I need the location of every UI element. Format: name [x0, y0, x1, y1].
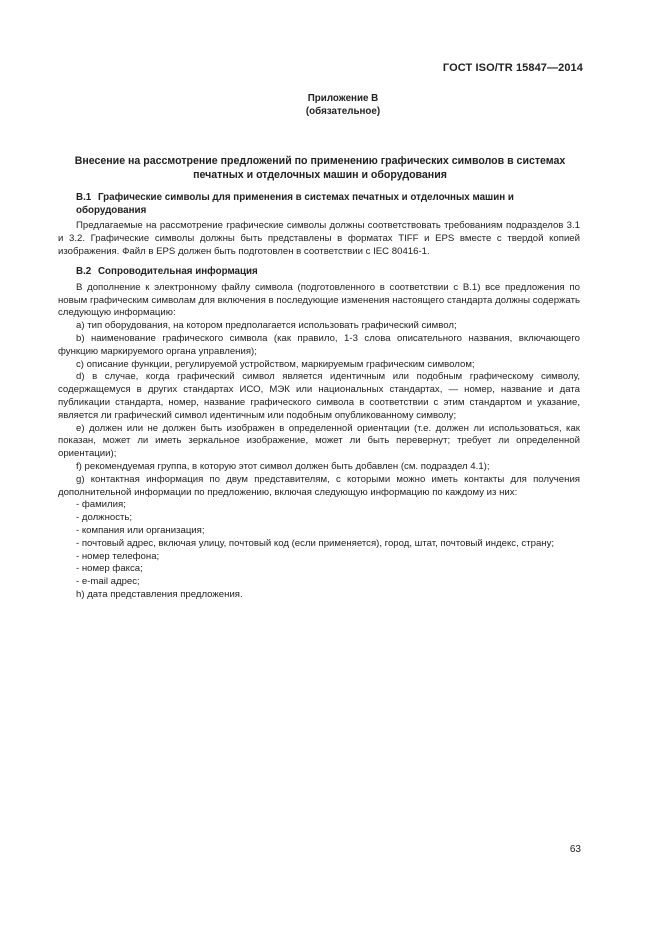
contact-item-name: - фамилия; — [76, 499, 126, 511]
section-b2-number: B.2 — [76, 266, 92, 278]
list-item-g: g) контактная информация по двум представителям, с которыми можно иметь контакты для получения дополнительной информации по предложению, включая следующую информацию по каждому из них: — [58, 473, 580, 498]
document-title — [60, 154, 580, 182]
contact-item-fax: - номер факса; — [76, 563, 143, 575]
list-item-h: h) дата представления предложения. — [76, 589, 243, 601]
page-number: 63 — [569, 844, 581, 855]
annex-title: Приложение B — [307, 93, 379, 104]
contact-item-company: - компания или организация; — [76, 525, 205, 537]
document-body — [58, 192, 580, 602]
section-b2-heading — [58, 266, 580, 279]
list-item-e: e) должен или не должен быть изображен в определенной ориентации (т.е. должен ли использоваться, как показан, может ли иметь зеркальное изображение, может ли быть перевернут; требует ли определенной ориентации); — [58, 422, 580, 460]
document-title-line1: Внесение на рассмотрение предложений по применению графических символов в системах — [74, 155, 566, 167]
annex-status: (обязательное) — [305, 106, 381, 117]
section-b1-paragraph: Предлагаемые на рассмотрение графические символы должны соответствовать требованиям подразделов 3.1 и 3.2. Графические символы должны быть представлены в форматах TIFF и EPS вместе с твердой копией изображения. Файл в EPS должен быть подготовлен в соответствии с IEC 80416-1. — [58, 220, 580, 257]
contact-item-phone: - номер телефона; — [76, 550, 160, 562]
standard-code-header: ГОСТ ISO/TR 15847—2014 — [442, 62, 583, 74]
list-item-a: a) тип оборудования, на котором предполагается использовать графический символ; — [76, 320, 457, 332]
contact-item-email: - e-mail адрес; — [76, 576, 140, 588]
section-b1-number: B.1 — [76, 192, 92, 203]
section-b1-heading-line1: Графические символы для применения в системах печатных и отделочных машин и — [97, 192, 514, 203]
contact-item-address: - почтовый адрес, включая улицу, почтовый код (если применяется), город, штат, почтовый индекс, страну; — [76, 537, 555, 549]
section-b1-heading-line2: оборудования — [76, 204, 147, 216]
list-item-c: c) описание функции, регулируемой устройством, маркируемым графическим символом; — [76, 358, 475, 370]
section-b2-heading-text: Сопроводительная информация — [97, 266, 258, 278]
list-item-f: f) рекомендуемая группа, в которую этот символ должен быть добавлен (см. подраздел 4.1); — [76, 461, 490, 473]
list-item-d: d) в случае, когда графический символ является идентичным или подобным графическому символу, содержащемуся в других стандартах ИСО, МЭК или национальных стандартах, — номер, название и дата публикации стандарта, номер, название графического символа в соответствии с этим стандартом и указание, является ли графический символ идентичным или подобным опубликованному символу; — [58, 371, 580, 421]
document-title-line2: печатных и отделочных машин и оборудования — [193, 169, 447, 181]
section-b1-heading — [58, 192, 580, 217]
annex-heading — [0, 92, 661, 118]
section-b2-intro: В дополнение к электронному файлу символа (подготовленного в соответствии с B.1) все предложения по новым графическим символам для включения в последующие изменения настоящего стандарта должны содержать следующую информацию: — [58, 281, 580, 319]
list-item-b: b) наименование графического символа (как правило, 1-3 слова описательного названия, включающего функцию маркируемого органа управления); — [58, 333, 580, 357]
contact-item-position: - должность; — [76, 512, 133, 524]
